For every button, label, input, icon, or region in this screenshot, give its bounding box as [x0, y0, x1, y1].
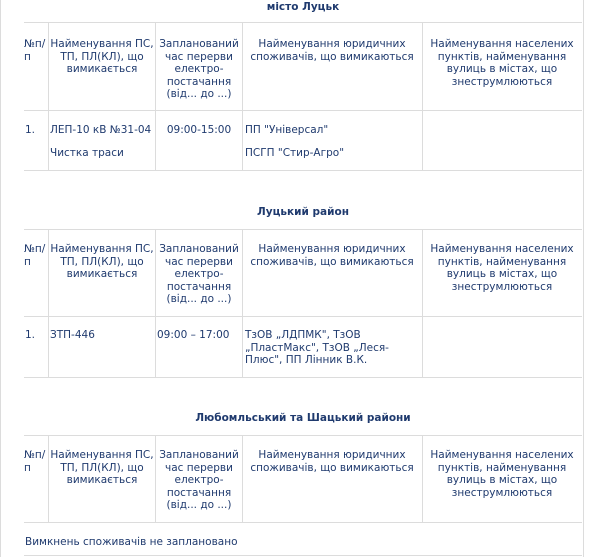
header-object: Найменування ПС, ТП, ПЛ(КЛ), що вимикається: [50, 243, 154, 280]
row-consumer: ПП "Універсал": [245, 124, 329, 136]
header-num: №п/п: [24, 243, 46, 268]
section-title-lutsk-district: Луцький район: [257, 206, 349, 218]
row-work: Чистка траси: [50, 147, 124, 159]
divider: [24, 435, 582, 436]
row-time: 09:00-15:00: [166, 124, 232, 136]
row-time: 09:00 – 17:00: [157, 329, 230, 341]
header-object: Найменування ПС, ТП, ПЛ(КЛ), що вимикається: [50, 38, 154, 75]
section-title-liuboml-shatsk: Любомльський та Шацький райони: [195, 412, 411, 424]
divider: [24, 316, 582, 317]
divider: [24, 377, 582, 378]
row-consumer: ПСГП "Стир-Агро": [245, 147, 345, 159]
header-localities: Найменування населених пунктів, найменування вулиць в містах, що знеструмлюються: [430, 449, 574, 499]
header-localities: Найменування населених пунктів, найменування вулиць в містах, що знеструмлюються: [430, 38, 574, 88]
row-object: ЗТП-446: [50, 329, 95, 341]
header-consumers: Найменування юридичних споживачів, що вимикаються: [250, 38, 414, 63]
divider: [24, 22, 582, 23]
no-outages-note: Вимкнень споживачів не заплановано: [25, 536, 238, 548]
header-time: Запланований час перерви електро-постачання (від... до ...): [159, 38, 239, 100]
divider: [24, 170, 582, 171]
header-time: Запланований час перерви електро-постачання (від... до ...): [159, 449, 239, 511]
header-consumers: Найменування юридичних споживачів, що вимикаються: [250, 243, 414, 268]
header-consumers: Найменування юридичних споживачів, що вимикаються: [250, 449, 414, 474]
divider: [24, 555, 582, 556]
divider: [24, 229, 582, 230]
divider: [24, 522, 582, 523]
header-num: №п/п: [24, 449, 46, 474]
row-num: 1.: [25, 329, 36, 341]
row-consumer: ТзОВ „ЛДПМК", ТзОВ „ПластМакс", ТзОВ „Леся-Плюс", ПП Лінник В.К.: [245, 329, 389, 366]
header-time: Запланований час перерви електро-постачання (від... до ...): [159, 243, 239, 305]
section-title-lutsk-city: місто Луцьк: [266, 1, 340, 13]
header-localities: Найменування населених пунктів, найменування вулиць в містах, що знеструмлюються: [430, 243, 574, 293]
row-num: 1.: [25, 124, 36, 136]
row-object: ЛЕП-10 кВ №31-04: [50, 124, 152, 136]
header-num: №п/п: [24, 38, 46, 63]
divider: [24, 110, 582, 111]
header-object: Найменування ПС, ТП, ПЛ(КЛ), що вимикається: [50, 449, 154, 486]
